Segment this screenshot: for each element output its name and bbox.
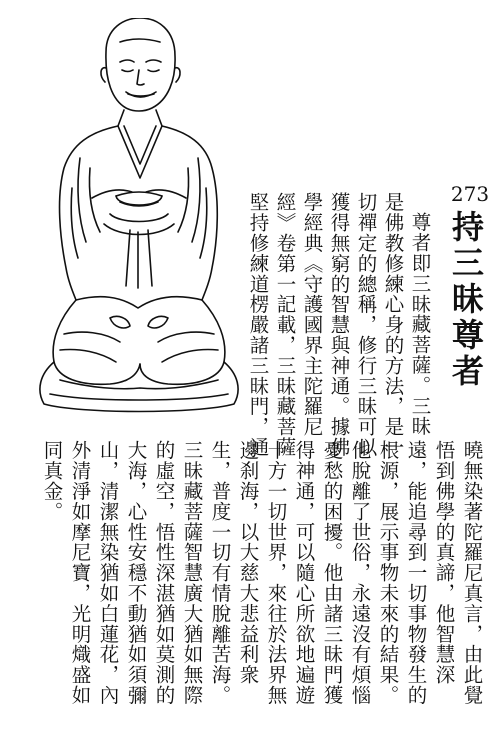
upper-column-1: 尊者即三昧藏菩薩。三昧 (408, 212, 432, 437)
entry-number: 273 (450, 182, 490, 206)
lower-column-14: 山，清潔無染猶如白蓮花，內 (96, 440, 120, 706)
lower-column-11: 三昧藏菩薩智慧廣大猶如無際 (180, 440, 204, 706)
entry-title: 持三昧尊者 (447, 210, 485, 390)
lower-column-13: 大海，心性安穩不動猶如須彌 (124, 440, 148, 706)
lower-column-6: 憂愁的困擾。他由諸三昧門獲 (320, 440, 344, 706)
upper-column-6: 經》卷第一記載，三昧藏菩薩 (273, 192, 297, 458)
lower-column-16: 同真金。 (40, 440, 64, 522)
upper-column-7: 堅持修練道楞嚴諸三昧門，通 (246, 192, 270, 458)
lower-column-5: 他脫離了世俗，永遠沒有煩惱 (348, 440, 372, 706)
lower-column-9: 邊刹海，以大慈大悲益利衆 (236, 440, 260, 685)
upper-column-5: 學經典《守護國界主陀羅尼 (300, 192, 324, 437)
lower-column-1: 曉無染著陀羅尼真言，由此覺 (460, 440, 484, 706)
lower-column-3: 遠，能追尋到一切事物發生的 (404, 440, 428, 706)
lower-column-2: 悟到佛學的真諦，他智慧深 (432, 440, 456, 685)
arhat-illustration (20, 18, 252, 418)
lower-column-15: 外清淨如摩尼寶，光明熾盛如 (68, 440, 92, 706)
upper-column-2: 是佛教修練心身的方法，是一 (381, 192, 405, 458)
upper-column-3: 切禪定的總稱，修行三昧可以 (354, 192, 378, 458)
upper-column-4: 獲得無窮的智慧與神通。據佛 (327, 192, 351, 458)
lower-column-8: 十方一切世界，來往於法界無 (264, 440, 288, 706)
lower-column-10: 生，普度一切有情脫離苦海。 (208, 440, 232, 706)
lower-column-4: 根源，展示事物未來的結果。 (376, 440, 400, 706)
lower-column-12: 的虛空，悟性深湛猶如莫測的 (152, 440, 176, 706)
lower-column-7: 得神通，可以隨心所欲地遍遊 (292, 440, 316, 706)
